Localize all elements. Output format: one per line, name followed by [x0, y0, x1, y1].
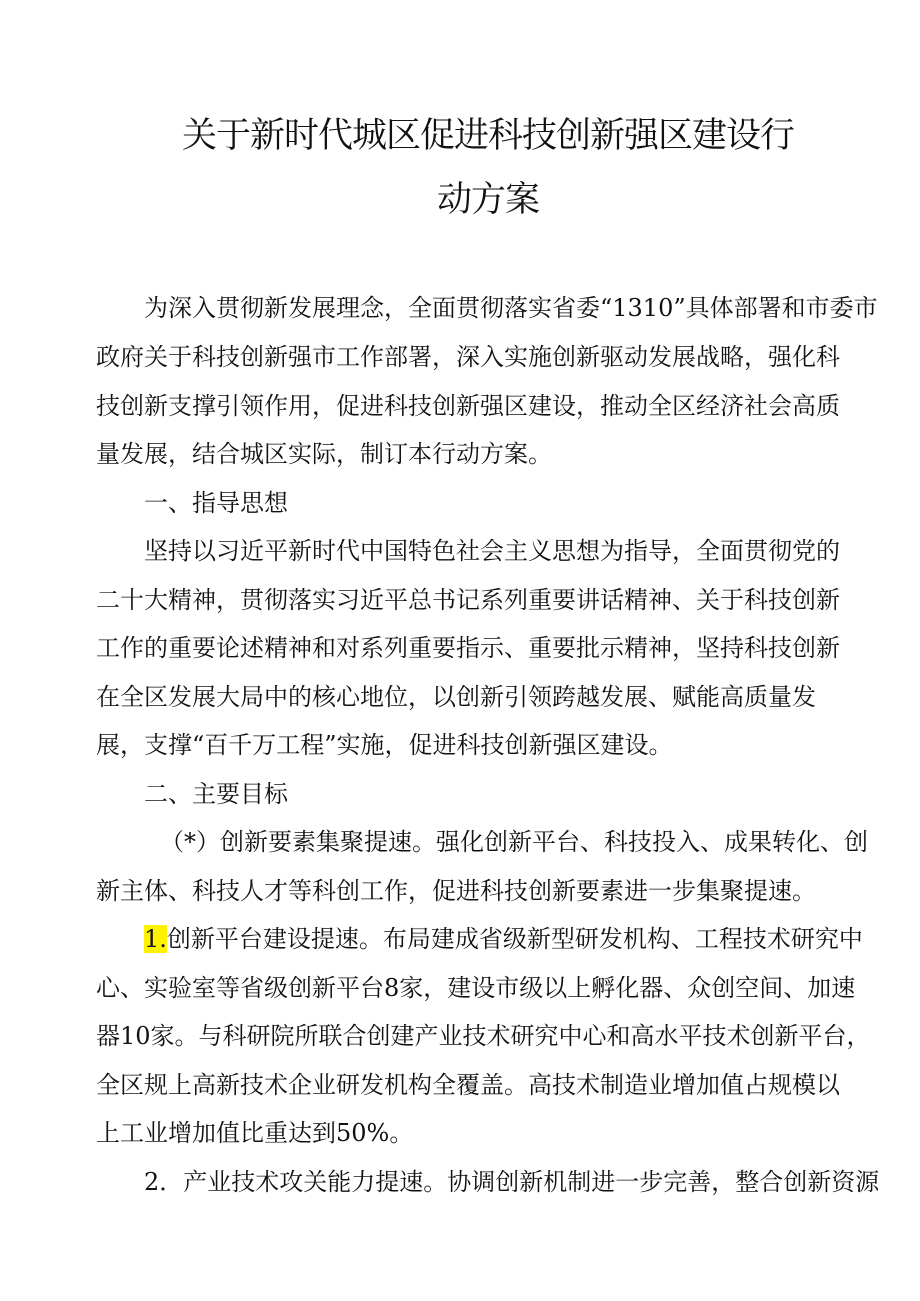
section-heading: 二、主要目标 [144, 780, 288, 808]
paragraph-line: 上工业增加值比重达到50%。 [96, 1119, 414, 1147]
paragraph-line: 二十大精神，贯彻落实习近平总书记系列重要讲话精神、关于科技创新 [96, 586, 840, 614]
item-number-highlight: 1. [144, 925, 167, 953]
item-text: 创新平台建设提速。布局建成省级新型研发机构、工程技术研究中 [166, 925, 863, 953]
paragraph-line: 展，支撑“百千万工程”实施，促进科技创新强区建设。 [96, 731, 673, 759]
numbered-item-line [144, 924, 863, 954]
document-title-line-2: 动方案 [436, 180, 539, 220]
numbered-item-line: 2．产业技术攻关能力提速。协调创新机制进一步完善，整合创新资源 [144, 1168, 880, 1196]
paragraph-line: 坚持以习近平新时代中国特色社会主义思想为指导，全面贯彻党的 [144, 537, 840, 565]
paragraph-line: 新主体、科技人才等科创工作，促进科技创新要素进一步集聚提速。 [96, 877, 816, 905]
paragraph-line: 在全区发展大局中的核心地位，以创新引领跨越发展、赋能高质量发 [96, 683, 816, 711]
paragraph-line: 器10家。与科研院所联合创建产业技术研究中心和高水平技术创新平台， [96, 1022, 871, 1050]
paragraph-line: 量发展，结合城区实际，制订本行动方案。 [96, 440, 552, 468]
document-title-line-1: 关于新时代城区促进科技创新强区建设行 [181, 116, 794, 156]
section-heading: 一、指导思想 [144, 489, 288, 517]
paragraph-line: 为深入贯彻新发展理念，全面贯彻落实省委“1310”具体部署和市委市 [144, 294, 878, 322]
paragraph-line: 政府关于科技创新强市工作部署，深入实施创新驱动发展战略，强化科 [96, 343, 840, 371]
paragraph-line: （*）创新要素集聚提速。强化创新平台、科技投入、成果转化、创 [160, 828, 868, 856]
paragraph-line: 工作的重要论述精神和对系列重要指示、重要批示精神，坚持科技创新 [96, 634, 840, 662]
paragraph-line: 心、实验室等省级创新平台8家，建设市级以上孵化器、众创空间、加速 [96, 974, 856, 1002]
paragraph-line: 技创新支撑引领作用，促进科技创新强区建设，推动全区经济社会高质 [96, 392, 840, 420]
paragraph-line: 全区规上高新技术企业研发机构全覆盖。高技术制造业增加值占规模以 [96, 1071, 840, 1099]
